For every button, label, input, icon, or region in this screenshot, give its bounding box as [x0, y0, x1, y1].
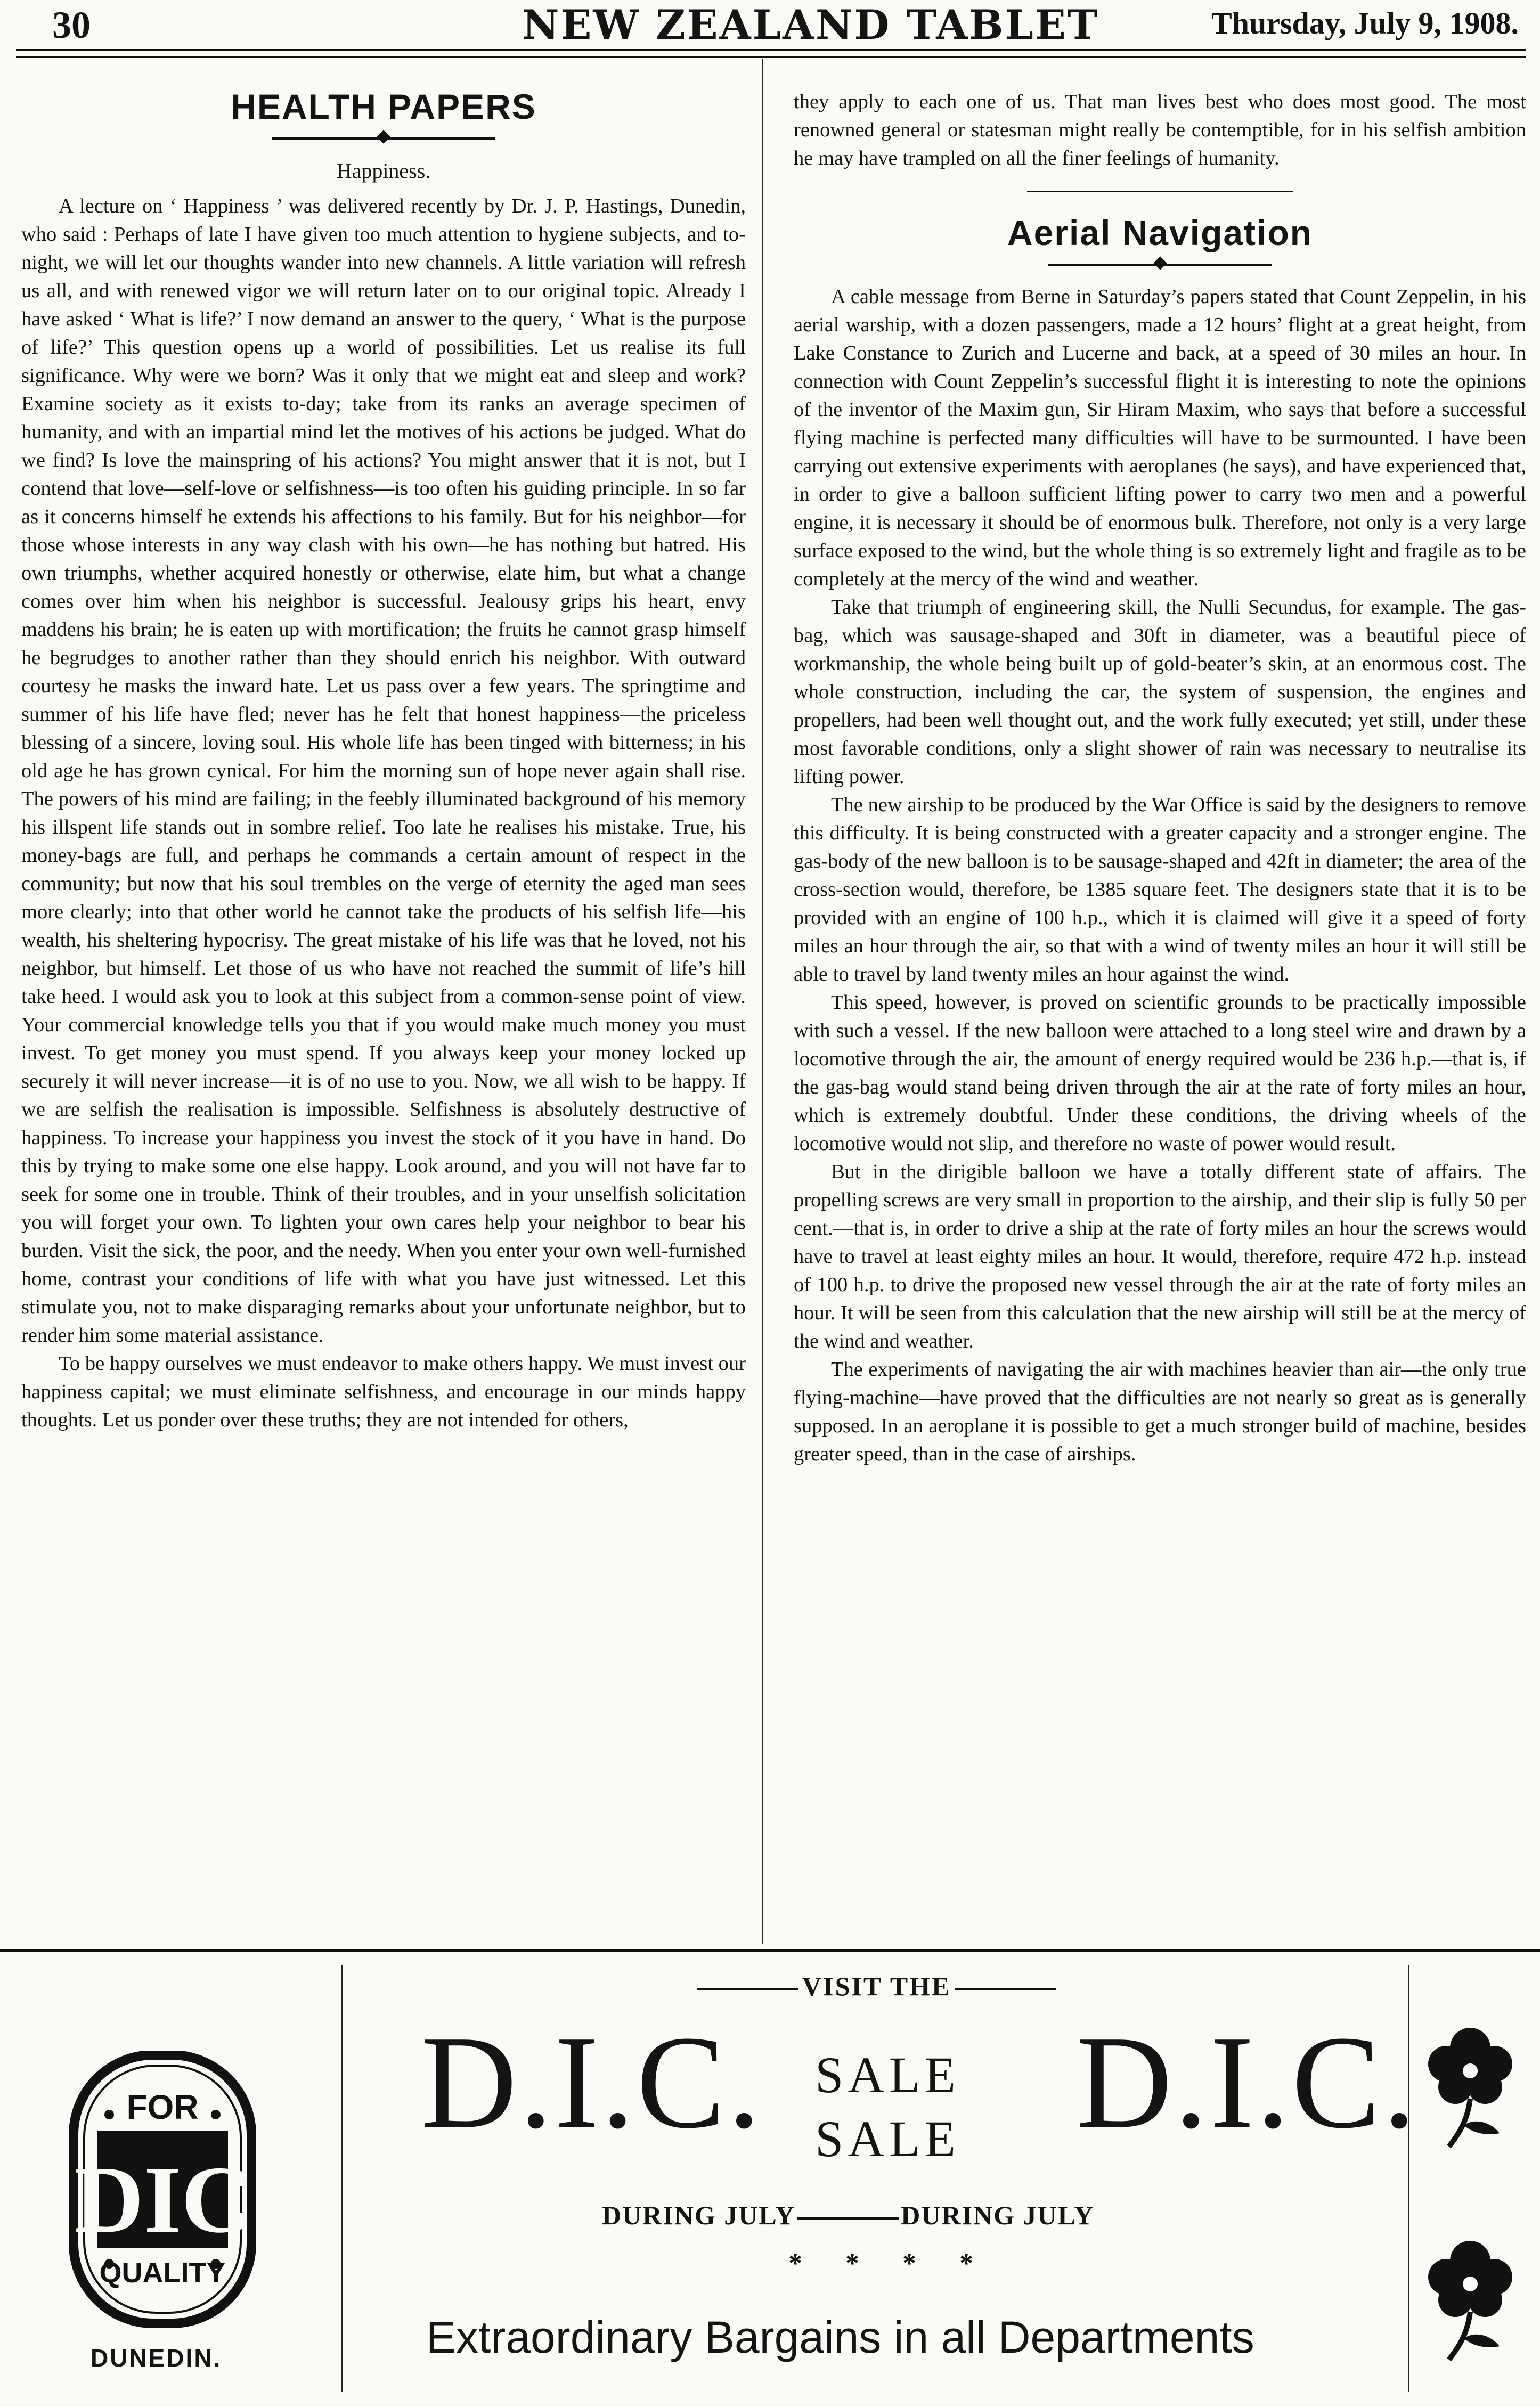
article-paragraph: The new airship to be produced by the War Office is said by the designers to remove this difficulty. It is being constructed with a greater capacity and a stronger engine. The gas-body of the new balloon is to be sausage-shaped and 42ft in diameter; the area of the cross-section would, therefore, be 1385 square feet. The designers state that it is to be provided with an engine of 100 h.p., which it is claimed will give it a speed of forty miles an hour through the air, so that with a wind of twenty miles an hour it will still be able to travel by land twenty miles an hour against the wind.	[794, 794, 1526, 985]
article-paragraph: This speed, however, is proved on scientific grounds to be practically impossible with such a vessel. If the new balloon were attached to a long steel wire and drawn by a locomotive through the air, the amount of energy required would be 236 h.p.—that is, if the gas-bag would stand being driven through the air at the rate of forty miles an hour, which is extremely doubtful. Under these conditions, the driving wheels of the locomotive would not slip, and therefore no waste of power would result.	[794, 991, 1526, 1155]
section-rule	[1027, 191, 1293, 195]
header-rule	[16, 49, 1526, 58]
health-continuation: they apply to each one of us. That man lives best who does most good. The most renowned general or statesman might really be contemptible, for in his selfish ambition he may have trampled on all the finer feelings of humanity.	[794, 91, 1526, 169]
page-number: 30	[52, 4, 91, 46]
masthead: NEW ZEALAND TABLET	[522, 1, 1099, 48]
article-paragraph: Take that triumph of engineering skill, the Nulli Secundus, for example. The gas-bag, which was sausage-shaped and 30ft in diameter, was a beautiful piece of workmanship, the whole being built up of gold-beater’s skin, at an enormous cost. The whole construction, including the car, the system of suspension, the engines and propellers, had been well thought out, and the work fully executed; yet still, under these most favorable conditions, only a slight shower of rain was necessary to neutralise its lifting power.	[794, 596, 1526, 788]
badge-city: DUNEDIN.	[91, 2344, 222, 2372]
article-paragraph: But in the dirigible balloon we have a totally different state of affairs. The propelling screws are very small in proportion to the airship, and their slip is fully 50 per cent.—that is, in order to drive a ship at the rate of forty miles an hour the screws would have to travel at least eighty miles an hour. It would, therefore, require 472 h.p. instead of 100 h.p. to drive the proposed new vessel through the air at the rate of forty miles an hour. It will be seen from this calculation that the new airship will still be at the mercy of the wind and weather.	[794, 1161, 1526, 1352]
happiness-subhead: Happiness.	[336, 159, 431, 183]
headline-ornament	[1048, 256, 1272, 272]
dic-right: D.I.C.	[1076, 2009, 1419, 2156]
during-right: DURING JULY	[901, 2200, 1095, 2230]
sale-text: SALE	[815, 2110, 960, 2167]
dic-left: D.I.C.	[421, 2009, 763, 2156]
stars-divider: * * * *	[788, 2248, 991, 2279]
article-paragraph: To be happy ourselves we must endeavor to make others happy. We must invest our happiness capital; we must eliminate selfishness, and encourage in our minds happy thoughts. Let us ponder over these truths; they are not intended for others,	[21, 1352, 746, 1431]
article-paragraph: The experiments of navigating the air with machines heavier than air—the only true flying-machine—have proved that the difficulties are not nearly so great as is generally supposed. In an aeroplane it is possible to get a much stronger build of machine, besides greater speed, than in the case of airships.	[794, 1358, 1526, 1465]
flower-ornament-icon	[1417, 2237, 1523, 2365]
aerial-navigation-headline: Aerial Navigation	[1007, 213, 1313, 252]
during-left: DURING JULY	[602, 2200, 796, 2230]
health-papers-headline: HEALTH PAPERS	[231, 87, 536, 126]
badge-top-text: FOR	[126, 2088, 199, 2126]
article-paragraph: A cable message from Berne in Saturday’s papers stated that Count Zeppelin, in his aerial warship, with a dozen passengers, made a 12 hours’ flight at a great height, from Lake Constance to Zurich and Lucerne and back, at a speed of 30 miles an hour. In connection with Count Zeppelin’s successful flight it is interesting to note the opinions of the inventor of the Maxim gun, Sir Hiram Maxim, who says that before a successful flying machine is perfected many difficulties will have to be surmounted. I have been carrying out extensive experiments with aeroplanes (he says), and have experienced that, in order to give a balloon sufficient lifting power to carry two men and a powerful engine, it is necessary it should be of enormous bulk. Therefore, not only is a very large surface exposed to the wind, but the whole thing is so extremely light and fragile as to be completely at the mercy of the wind and weather.	[794, 285, 1526, 590]
during-july	[602, 2200, 1095, 2231]
badge-mid-text: DIC	[74, 2147, 251, 2253]
sale-text: SALE	[815, 2046, 960, 2103]
visit-label: VISIT THE	[802, 1971, 951, 2001]
badge-bottom-text: QUALITY	[99, 2257, 226, 2289]
advert-rule	[0, 1949, 1540, 1952]
article-paragraph: A lecture on ‘ Happiness ’ was delivered recently by Dr. J. P. Hastings, Dunedin, who said : Perhaps of late I have given too much attention to hygiene subjects, and to-night, we will let our thoughts wander into new channels. A little variation will refresh us all, and with renewed vigor we will return later on to our original topic. Already I have asked ‘ What is life?’ I now demand an answer to the query, ‘ What is the purpose of life?’ This question opens up a world of possibilities. Let us realise its full significance. Why were we born? Was it only that we might eat and sleep and work? Examine society as it exists to-day; take from its ranks an average specimen of humanity, and with an impartial mind let the motives of his actions be judged. What do we find? Is love the mainspring of his actions? You might answer that it is not, but I contend that love—self-love or selfishness—is too often his guiding principle. In so far as it concerns himself he extends his affections to his family. But for his neighbor—for those whose interests in any way clash with his own—he has nothing but hatred. His own triumphs, whether acquired honestly or otherwise, elate him, but what a change comes over him when his neighbor is successful. Jealousy grips his heart, envy maddens his brain; he is eaten up with mortification; the fruits he cannot grasp himself he begrudges to another rather than they should enrich his neighbor. With outward courtesy he masks the inward hate. Let us pass over a few years. The springtime and summer of his life have fled; never has he felt that honest happiness—the priceless blessing of a sincere, loving soul. His whole life has been tinged with bitterness; in his old age he has grown cynical. For him the morning sun of hope never again shall rise. The powers of his mind are failing; in the feebly illuminated background of his memory his illspent life stands out in sombre relief. Too late he realises his mistake. True, his money-bags are full, and perhaps he commands a certain amount of respect in the community; but now that his soul trembles on the verge of eternity the aged man sees more clearly; into that other world he cannot take the products of his selfish life—his wealth, his sheltering hypocrisy. The great mistake of his life was that he loved, not his neighbor, but himself. Let those of us who have not reached the summit of life’s hill take heed. I would ask you to look at this subject from a common-sense point of view. Your commercial knowledge tells you that if you would make much money you must invest. To get money you must spend. If you always keep your money locked up securely it will never increase—it is of no use to you. Now, we all wish to be happy. If we are selfish the realisation is impossible. Selfishness is absolutely destructive of happiness. To increase your happiness you invest the stock of it you have in hand. Do this by trying to make some one else happy. Look around, and you will not have far to seek for some one in trouble. Think of their troubles, and in your unselfish solicitation you will forget your own. To lighten your own cares help your neighbor to bear his burden. Visit the sick, the poor, and the needy. When you enter your own well-furnished home, contrast your conditions of life with what you have just witnessed. Let this stimulate you, not to make disparaging remarks about your unfortunate neighbor, but to render him some material assistance.	[21, 195, 746, 1347]
advert-tagline: Extraordinary Bargains in all Departments	[426, 2312, 1254, 2362]
column-divider	[762, 59, 763, 1944]
health-papers-column	[21, 85, 746, 1434]
page-header	[21, 0, 1519, 46]
issue-date: Thursday, July 9, 1908.	[1211, 6, 1519, 40]
visit-the	[692, 1971, 1061, 2002]
headline-ornament	[272, 130, 495, 146]
flower-ornament-icon	[1417, 2024, 1523, 2152]
dic-advertisement	[0, 1960, 1540, 2407]
dic-quality-badge	[69, 2051, 256, 2328]
right-column	[794, 88, 1526, 1468]
